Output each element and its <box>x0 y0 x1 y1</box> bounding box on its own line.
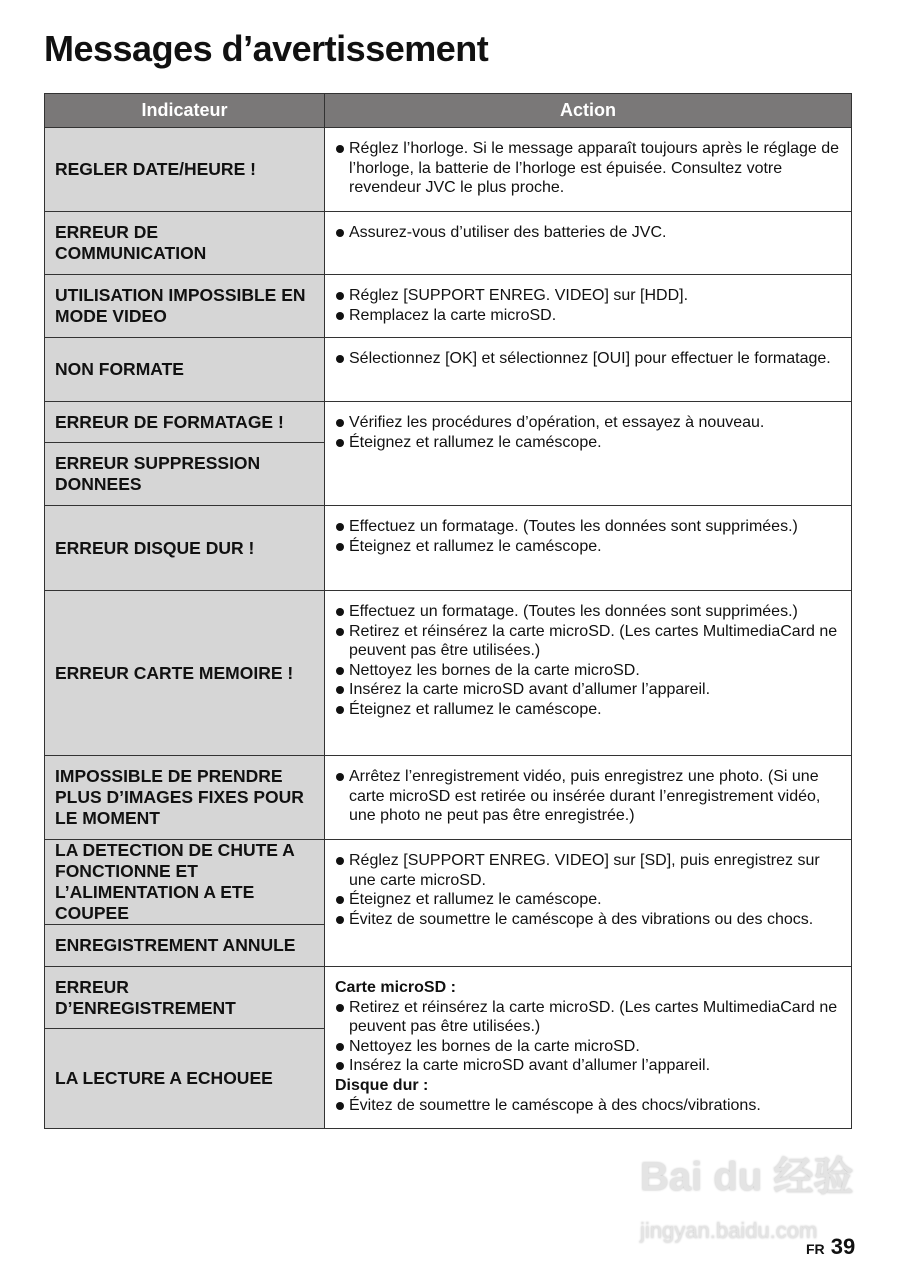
action-item: Réglez [SUPPORT ENREG. VIDEO] sur [SD], puis enregistrez sur une carte microSD. <box>335 851 841 890</box>
table-row <box>45 275 852 338</box>
section-heading: Disque dur : <box>335 1076 429 1094</box>
action-item: Arrêtez l’enregistrement vidéo, puis enregistrez une photo. (Si une carte microSD est retirée ou insérée durant l’enregistrement vidéo, une photo ne peut pas être enregistrée.) <box>335 767 841 826</box>
indicator-cell: ERREUR DE COMMUNICATION <box>45 212 325 275</box>
action-cell <box>325 840 852 967</box>
action-item: Éteignez et rallumez le caméscope. <box>335 433 841 453</box>
action-item: Éteignez et rallumez le caméscope. <box>335 700 841 720</box>
table-row <box>45 506 852 591</box>
action-cell <box>325 338 852 402</box>
action-item: Vérifiez les procédures d’opération, et essayez à nouveau. <box>335 413 841 433</box>
page-title: Messages d’avertissement <box>44 28 489 69</box>
indicator-cell: LA LECTURE A ECHOUEE <box>45 1029 325 1129</box>
table-row <box>45 402 852 443</box>
table-row <box>45 756 852 840</box>
action-cell <box>325 402 852 506</box>
action-cell <box>325 275 852 338</box>
table-row <box>45 128 852 212</box>
indicator-cell: ERREUR DE FORMATAGE ! <box>45 402 325 443</box>
table-row <box>45 212 852 275</box>
action-cell <box>325 756 852 840</box>
watermark-logo: Bai du 经验 <box>640 1155 854 1199</box>
action-item: Évitez de soumettre le caméscope à des vibrations ou des chocs. <box>335 910 841 930</box>
action-cell <box>325 967 852 1129</box>
table-row <box>45 967 852 1029</box>
action-item: Effectuez un formatage. (Toutes les données sont supprimées.) <box>335 602 841 622</box>
watermark-url: jingyan.baidu.com <box>640 1218 818 1243</box>
indicator-cell: IMPOSSIBLE DE PRENDRE PLUS D’IMAGES FIXES POUR LE MOMENT <box>45 756 325 840</box>
action-cell <box>325 506 852 591</box>
header-action: Action <box>325 94 852 128</box>
indicator-cell: ENREGISTREMENT ANNULE <box>45 925 325 967</box>
action-cell <box>325 128 852 212</box>
action-item: Réglez [SUPPORT ENREG. VIDEO] sur [HDD]. <box>335 286 841 306</box>
action-item: Insérez la carte microSD avant d’allumer l’appareil. <box>335 1056 841 1076</box>
section-heading: Carte microSD : <box>335 979 456 996</box>
indicator-cell: ERREUR CARTE MEMOIRE ! <box>45 591 325 756</box>
action-item: Réglez l’horloge. Si le message apparaît toujours après le réglage de l’horloge, la batterie de l’horloge est épuisée. Consultez votre revendeur JVC le plus proche. <box>335 139 841 198</box>
table-row <box>45 840 852 925</box>
action-item: Remplacez la carte microSD. <box>335 306 841 326</box>
action-item: Évitez de soumettre le caméscope à des chocs/vibrations. <box>335 1096 841 1116</box>
action-item: Nettoyez les bornes de la carte microSD. <box>335 661 841 681</box>
action-cell <box>325 212 852 275</box>
action-item: Sélectionnez [OK] et sélectionnez [OUI] pour effectuer le formatage. <box>335 349 841 369</box>
action-item: Éteignez et rallumez le caméscope. <box>335 537 841 557</box>
page-number: FR 39 <box>806 1234 856 1259</box>
warning-table <box>44 93 852 1129</box>
action-item: Retirez et réinsérez la carte microSD. (Les cartes MultimediaCard ne peuvent pas être utilisées.) <box>335 622 841 661</box>
indicator-cell: ERREUR D’ENREGISTREMENT <box>45 967 325 1029</box>
indicator-cell: LA DETECTION DE CHUTE A FONCTIONNE ET L’ALIMENTATION A ETE COUPEE <box>45 840 325 925</box>
indicator-cell: REGLER DATE/HEURE ! <box>45 128 325 212</box>
action-item: Éteignez et rallumez le caméscope. <box>335 890 841 910</box>
indicator-cell: ERREUR DISQUE DUR ! <box>45 506 325 591</box>
indicator-cell: ERREUR SUPPRESSION DONNEES <box>45 443 325 506</box>
action-item: Assurez-vous d’utiliser des batteries de JVC. <box>335 223 841 243</box>
indicator-cell: UTILISATION IMPOSSIBLE EN MODE VIDEO <box>45 275 325 338</box>
header-indicator: Indicateur <box>45 94 325 128</box>
action-cell <box>325 591 852 756</box>
table-row <box>45 591 852 756</box>
action-item: Retirez et réinsérez la carte microSD. (Les cartes MultimediaCard ne peuvent pas être utilisées.) <box>335 998 841 1037</box>
indicator-cell: NON FORMATE <box>45 338 325 402</box>
action-item: Effectuez un formatage. (Toutes les données sont supprimées.) <box>335 517 841 537</box>
table-row <box>45 338 852 402</box>
action-item: Nettoyez les bornes de la carte microSD. <box>335 1037 841 1057</box>
action-item: Insérez la carte microSD avant d’allumer l’appareil. <box>335 680 841 700</box>
